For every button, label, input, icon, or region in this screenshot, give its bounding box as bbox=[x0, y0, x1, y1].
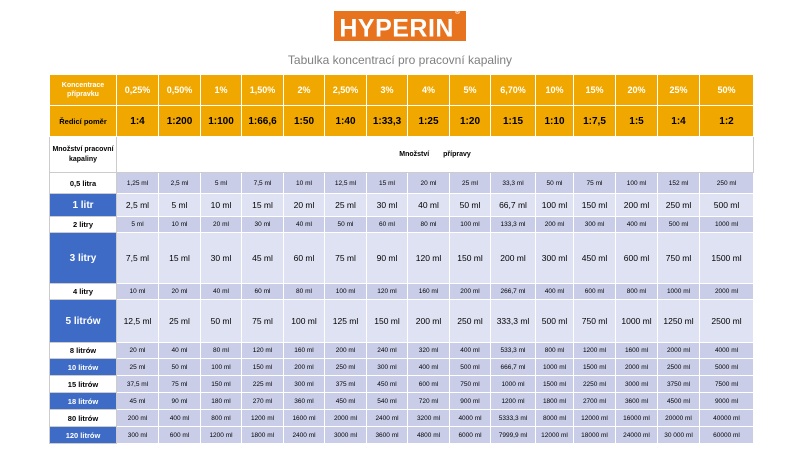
table-cell: 225 ml bbox=[242, 376, 284, 393]
table-cell: 3000 ml bbox=[616, 376, 658, 393]
concentration-value: 10% bbox=[536, 75, 574, 106]
table-cell: 400 ml bbox=[616, 217, 658, 233]
concentration-value: 0,50% bbox=[159, 75, 201, 106]
table-cell: 152 ml bbox=[658, 173, 700, 194]
table-cell: 750 ml bbox=[574, 300, 616, 343]
table-cell: 20000 ml bbox=[658, 410, 700, 427]
table-cell: 15 ml bbox=[159, 233, 201, 284]
table-cell: 666,7 ml bbox=[491, 359, 536, 376]
table-cell: 10 ml bbox=[201, 194, 242, 217]
table-cell: 1000 ml bbox=[700, 217, 754, 233]
table-cell: 150 ml bbox=[450, 233, 491, 284]
table-cell: 600 ml bbox=[408, 376, 450, 393]
table-cell: 160 ml bbox=[284, 343, 325, 359]
table-cell: 720 ml bbox=[408, 393, 450, 410]
table-cell: 150 ml bbox=[201, 376, 242, 393]
concentration-value: 3% bbox=[367, 75, 408, 106]
ratio-row bbox=[50, 106, 754, 137]
concentration-row bbox=[50, 75, 754, 106]
table-cell: 2400 ml bbox=[367, 410, 408, 427]
row-label: 1 litr bbox=[50, 194, 117, 217]
table-cell: 180 ml bbox=[201, 393, 242, 410]
page-title: Tabulka koncentrací pro pracovní kapaliny bbox=[287, 53, 513, 67]
table-row bbox=[50, 359, 754, 376]
amount-header-row bbox=[50, 137, 754, 173]
table-cell: 25 ml bbox=[450, 173, 491, 194]
table-cell: 1,25 ml bbox=[117, 173, 159, 194]
table-cell: 75 ml bbox=[325, 233, 367, 284]
logo-name: HYPERIN bbox=[339, 14, 454, 43]
table-cell: 75 ml bbox=[242, 300, 284, 343]
table-cell: 2000 ml bbox=[658, 343, 700, 359]
table-cell: 75 ml bbox=[574, 173, 616, 194]
table-row bbox=[50, 410, 754, 427]
table-cell: 10 ml bbox=[117, 284, 159, 300]
concentration-table bbox=[49, 74, 754, 444]
table-cell: 60 ml bbox=[367, 217, 408, 233]
concentration-value: 1,50% bbox=[242, 75, 284, 106]
table-cell: 5000 ml bbox=[700, 359, 754, 376]
table-cell: 18000 ml bbox=[574, 427, 616, 444]
table-cell: 200 ml bbox=[408, 300, 450, 343]
table-cell: 200 ml bbox=[325, 343, 367, 359]
table-cell: 33,3 ml bbox=[491, 173, 536, 194]
table-cell: 1000 ml bbox=[616, 300, 658, 343]
table-cell: 1800 ml bbox=[536, 393, 574, 410]
table-cell: 66,7 ml bbox=[491, 194, 536, 217]
table-cell: 25 ml bbox=[159, 300, 201, 343]
table-cell: 1800 ml bbox=[242, 427, 284, 444]
table-cell: 40 ml bbox=[408, 194, 450, 217]
table-cell: 3200 ml bbox=[408, 410, 450, 427]
table-cell: 5 ml bbox=[201, 173, 242, 194]
table-cell: 10 ml bbox=[159, 217, 201, 233]
table-cell: 400 ml bbox=[536, 284, 574, 300]
table-cell: 100 ml bbox=[616, 173, 658, 194]
table-cell: 250 ml bbox=[658, 194, 700, 217]
ratio-value: 1:7,5 bbox=[574, 106, 616, 137]
table-cell: 750 ml bbox=[658, 233, 700, 284]
table-cell: 2400 ml bbox=[284, 427, 325, 444]
ratio-value: 1:66,6 bbox=[242, 106, 284, 137]
table-cell: 3600 ml bbox=[616, 393, 658, 410]
concentration-value: 50% bbox=[700, 75, 754, 106]
table-cell: 50 ml bbox=[536, 173, 574, 194]
concentration-value: 2% bbox=[284, 75, 325, 106]
concentration-value: 4% bbox=[408, 75, 450, 106]
ratio-value: 1:5 bbox=[616, 106, 658, 137]
table-cell: 100 ml bbox=[201, 359, 242, 376]
table-cell: 450 ml bbox=[325, 393, 367, 410]
table-cell: 100 ml bbox=[450, 217, 491, 233]
table-cell: 15 ml bbox=[367, 173, 408, 194]
table-cell: 600 ml bbox=[616, 233, 658, 284]
concentration-value: 25% bbox=[658, 75, 700, 106]
table-cell: 20 ml bbox=[201, 217, 242, 233]
table-cell: 90 ml bbox=[367, 233, 408, 284]
table-cell: 12000 ml bbox=[536, 427, 574, 444]
table-cell: 3000 ml bbox=[325, 427, 367, 444]
table-cell: 800 ml bbox=[201, 410, 242, 427]
table-cell: 200 ml bbox=[284, 359, 325, 376]
table-row bbox=[50, 376, 754, 393]
ratio-value: 1:4 bbox=[117, 106, 159, 137]
table-cell: 270 ml bbox=[242, 393, 284, 410]
table-cell: 1200 ml bbox=[574, 343, 616, 359]
table-cell: 5333,3 ml bbox=[491, 410, 536, 427]
ratio-value: 1:20 bbox=[450, 106, 491, 137]
ratio-value: 1:2 bbox=[700, 106, 754, 137]
table-cell: 450 ml bbox=[574, 233, 616, 284]
table-cell: 10 ml bbox=[284, 173, 325, 194]
table-cell: 75 ml bbox=[159, 376, 201, 393]
table-cell: 450 ml bbox=[367, 376, 408, 393]
table-cell: 20 ml bbox=[408, 173, 450, 194]
table-cell: 600 ml bbox=[574, 284, 616, 300]
table-cell: 24000 ml bbox=[616, 427, 658, 444]
row-label: 3 litry bbox=[50, 233, 117, 284]
table-cell: 160 ml bbox=[408, 284, 450, 300]
concentration-label: Koncentrace přípravku bbox=[50, 75, 117, 106]
table-cell: 30 ml bbox=[201, 233, 242, 284]
table-cell: 120 ml bbox=[242, 343, 284, 359]
table-cell: 40 ml bbox=[159, 343, 201, 359]
row-label: 5 litrów bbox=[50, 300, 117, 343]
table-cell: 30 000 ml bbox=[658, 427, 700, 444]
table-cell: 4800 ml bbox=[408, 427, 450, 444]
concentration-value: 15% bbox=[574, 75, 616, 106]
ratio-value: 1:33,3 bbox=[367, 106, 408, 137]
ratio-value: 1:50 bbox=[284, 106, 325, 137]
table-cell: 45 ml bbox=[242, 233, 284, 284]
table-cell: 50 ml bbox=[159, 359, 201, 376]
table-cell: 500 ml bbox=[536, 300, 574, 343]
table-cell: 1000 ml bbox=[491, 376, 536, 393]
table-cell: 2700 ml bbox=[574, 393, 616, 410]
table-cell: 12,5 ml bbox=[117, 300, 159, 343]
table-cell: 7999,9 ml bbox=[491, 427, 536, 444]
table-cell: 3750 ml bbox=[658, 376, 700, 393]
concentration-value: 5% bbox=[450, 75, 491, 106]
table-cell: 30 ml bbox=[242, 217, 284, 233]
table-cell: 1500 ml bbox=[700, 233, 754, 284]
table-cell: 100 ml bbox=[325, 284, 367, 300]
table-cell: 250 ml bbox=[700, 173, 754, 194]
table-row bbox=[50, 173, 754, 194]
row-label: 10 litrów bbox=[50, 359, 117, 376]
amount-liquid-label: Množství pracovní kapaliny bbox=[50, 137, 117, 173]
table-cell: 200 ml bbox=[117, 410, 159, 427]
table-cell: 60000 ml bbox=[700, 427, 754, 444]
amount-product-label: Množství přípravy bbox=[117, 137, 754, 173]
table-cell: 4500 ml bbox=[658, 393, 700, 410]
table-cell: 400 ml bbox=[450, 343, 491, 359]
table-cell: 125 ml bbox=[325, 300, 367, 343]
table-row bbox=[50, 233, 754, 284]
table-cell: 1000 ml bbox=[658, 284, 700, 300]
table-cell: 20 ml bbox=[284, 194, 325, 217]
table-cell: 1600 ml bbox=[616, 343, 658, 359]
ratio-value: 1:15 bbox=[491, 106, 536, 137]
table-cell: 300 ml bbox=[536, 233, 574, 284]
table-cell: 240 ml bbox=[367, 343, 408, 359]
table-cell: 37,5 ml bbox=[117, 376, 159, 393]
table-cell: 2000 ml bbox=[616, 359, 658, 376]
table-cell: 50 ml bbox=[201, 300, 242, 343]
table-cell: 1600 ml bbox=[284, 410, 325, 427]
table-cell: 800 ml bbox=[616, 284, 658, 300]
table-cell: 40 ml bbox=[201, 284, 242, 300]
table-cell: 533,3 ml bbox=[491, 343, 536, 359]
table-cell: 2,5 ml bbox=[117, 194, 159, 217]
hyperin-logo bbox=[334, 11, 466, 41]
table-cell: 750 ml bbox=[450, 376, 491, 393]
table-cell: 250 ml bbox=[450, 300, 491, 343]
row-label: 2 litry bbox=[50, 217, 117, 233]
table-cell: 300 ml bbox=[117, 427, 159, 444]
table-cell: 9000 ml bbox=[700, 393, 754, 410]
table-cell: 200 ml bbox=[616, 194, 658, 217]
row-label: 0,5 litra bbox=[50, 173, 117, 194]
table-cell: 2500 ml bbox=[700, 300, 754, 343]
table-cell: 540 ml bbox=[367, 393, 408, 410]
table-cell: 12,5 ml bbox=[325, 173, 367, 194]
table-cell: 1000 ml bbox=[536, 359, 574, 376]
table-cell: 12000 ml bbox=[574, 410, 616, 427]
table-cell: 333,3 ml bbox=[491, 300, 536, 343]
table-cell: 7500 ml bbox=[700, 376, 754, 393]
table-cell: 16000 ml bbox=[616, 410, 658, 427]
table-cell: 375 ml bbox=[325, 376, 367, 393]
ratio-value: 1:40 bbox=[325, 106, 367, 137]
table-row bbox=[50, 343, 754, 359]
table-cell: 1500 ml bbox=[574, 359, 616, 376]
table-cell: 300 ml bbox=[574, 217, 616, 233]
table-cell: 100 ml bbox=[536, 194, 574, 217]
concentration-value: 20% bbox=[616, 75, 658, 106]
table-cell: 2000 ml bbox=[325, 410, 367, 427]
table-cell: 600 ml bbox=[159, 427, 201, 444]
table-cell: 400 ml bbox=[408, 359, 450, 376]
table-cell: 250 ml bbox=[325, 359, 367, 376]
ratio-value: 1:25 bbox=[408, 106, 450, 137]
ratio-value: 1:200 bbox=[159, 106, 201, 137]
table-cell: 2000 ml bbox=[700, 284, 754, 300]
table-cell: 40000 ml bbox=[700, 410, 754, 427]
registered-mark: ® bbox=[454, 9, 461, 16]
concentration-value: 0,25% bbox=[117, 75, 159, 106]
table-cell: 20 ml bbox=[159, 284, 201, 300]
table-cell: 7,5 ml bbox=[242, 173, 284, 194]
table-cell: 2500 ml bbox=[658, 359, 700, 376]
table-cell: 50 ml bbox=[450, 194, 491, 217]
table-cell: 1200 ml bbox=[242, 410, 284, 427]
table-cell: 20 ml bbox=[117, 343, 159, 359]
concentration-value: 2,50% bbox=[325, 75, 367, 106]
table-cell: 40 ml bbox=[284, 217, 325, 233]
table-cell: 4000 ml bbox=[700, 343, 754, 359]
table-cell: 1200 ml bbox=[491, 393, 536, 410]
table-cell: 120 ml bbox=[367, 284, 408, 300]
table-cell: 100 ml bbox=[284, 300, 325, 343]
row-label: 8 litrów bbox=[50, 343, 117, 359]
table-row bbox=[50, 300, 754, 343]
table-cell: 1500 ml bbox=[536, 376, 574, 393]
table-cell: 200 ml bbox=[536, 217, 574, 233]
table-cell: 25 ml bbox=[117, 359, 159, 376]
table-cell: 360 ml bbox=[284, 393, 325, 410]
table-cell: 4000 ml bbox=[450, 410, 491, 427]
concentration-table-body bbox=[50, 75, 754, 444]
table-cell: 120 ml bbox=[408, 233, 450, 284]
table-cell: 900 ml bbox=[450, 393, 491, 410]
row-label: 15 litrów bbox=[50, 376, 117, 393]
table-cell: 200 ml bbox=[450, 284, 491, 300]
concentration-value: 1% bbox=[201, 75, 242, 106]
table-cell: 2,5 ml bbox=[159, 173, 201, 194]
table-cell: 3600 ml bbox=[367, 427, 408, 444]
ratio-value: 1:10 bbox=[536, 106, 574, 137]
table-cell: 150 ml bbox=[367, 300, 408, 343]
table-cell: 50 ml bbox=[325, 217, 367, 233]
table-cell: 500 ml bbox=[700, 194, 754, 217]
row-label: 4 litry bbox=[50, 284, 117, 300]
table-cell: 150 ml bbox=[574, 194, 616, 217]
table-cell: 400 ml bbox=[159, 410, 201, 427]
table-cell: 80 ml bbox=[408, 217, 450, 233]
table-cell: 150 ml bbox=[242, 359, 284, 376]
table-cell: 800 ml bbox=[536, 343, 574, 359]
table-row bbox=[50, 284, 754, 300]
table-cell: 500 ml bbox=[658, 217, 700, 233]
table-cell: 8000 ml bbox=[536, 410, 574, 427]
table-cell: 5 ml bbox=[159, 194, 201, 217]
table-cell: 2250 ml bbox=[574, 376, 616, 393]
table-cell: 15 ml bbox=[242, 194, 284, 217]
table-cell: 500 ml bbox=[450, 359, 491, 376]
table-cell: 80 ml bbox=[284, 284, 325, 300]
row-label: 120 litrów bbox=[50, 427, 117, 444]
table-cell: 7,5 ml bbox=[117, 233, 159, 284]
row-label: 80 litrów bbox=[50, 410, 117, 427]
ratio-value: 1:100 bbox=[201, 106, 242, 137]
table-cell: 90 ml bbox=[159, 393, 201, 410]
table-cell: 25 ml bbox=[325, 194, 367, 217]
table-cell: 45 ml bbox=[117, 393, 159, 410]
table-cell: 320 ml bbox=[408, 343, 450, 359]
table-cell: 60 ml bbox=[284, 233, 325, 284]
table-cell: 300 ml bbox=[367, 359, 408, 376]
ratio-value: 1:4 bbox=[658, 106, 700, 137]
table-row bbox=[50, 217, 754, 233]
table-cell: 266,7 ml bbox=[491, 284, 536, 300]
table-cell: 300 ml bbox=[284, 376, 325, 393]
table-row bbox=[50, 194, 754, 217]
table-cell: 60 ml bbox=[242, 284, 284, 300]
table-cell: 1250 ml bbox=[658, 300, 700, 343]
row-label: 18 litrów bbox=[50, 393, 117, 410]
concentration-value: 6,70% bbox=[491, 75, 536, 106]
table-cell: 200 ml bbox=[491, 233, 536, 284]
table-row bbox=[50, 427, 754, 444]
table-cell: 1200 ml bbox=[201, 427, 242, 444]
table-cell: 30 ml bbox=[367, 194, 408, 217]
table-cell: 80 ml bbox=[201, 343, 242, 359]
ratio-label: Ředicí poměr bbox=[50, 106, 117, 137]
table-cell: 5 ml bbox=[117, 217, 159, 233]
table-row bbox=[50, 393, 754, 410]
table-cell: 6000 ml bbox=[450, 427, 491, 444]
table-cell: 133,3 ml bbox=[491, 217, 536, 233]
